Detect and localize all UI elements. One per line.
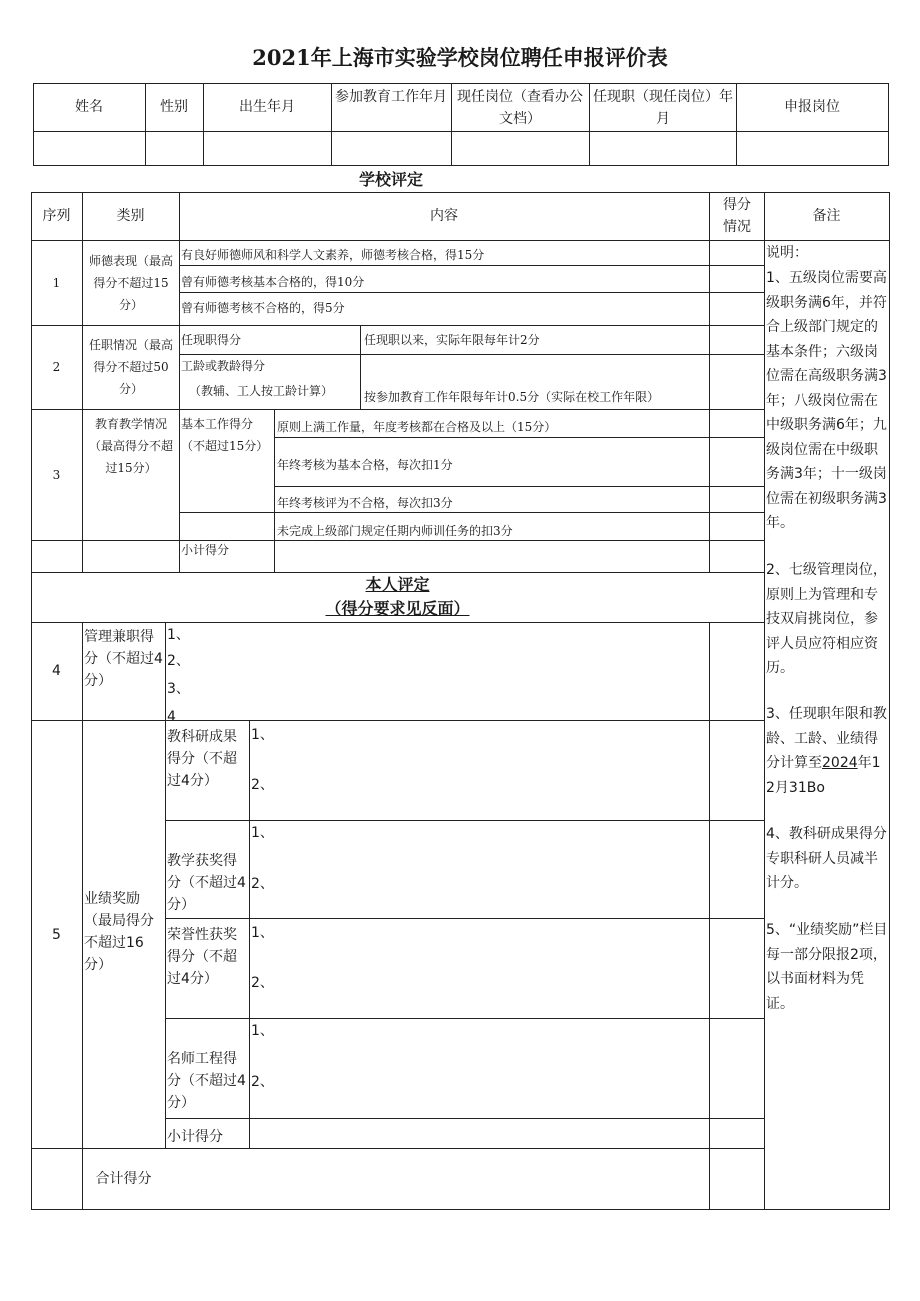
header-col-name: 姓名: [75, 99, 103, 115]
subtotal-score-cell[interactable]: [710, 541, 764, 572]
score-cell[interactable]: [710, 293, 764, 325]
row5-sub-label: 名师工程得分（不超过4分）: [167, 1051, 246, 1111]
score-cell[interactable]: [710, 326, 764, 354]
row2-sub2-label: 工龄或教龄得分: [181, 359, 266, 373]
score-cell[interactable]: [710, 410, 764, 437]
row3-item: 年终考核评为不合格，每次扣3分: [277, 496, 453, 510]
input-name[interactable]: [34, 132, 145, 165]
row5-sub-label: 教科研成果得分（不超过4分）: [167, 729, 237, 789]
row3-item: 原则上满工作量，年度考核都在合格及以上（15分）: [277, 420, 557, 434]
row1-item: 曾有师德考核不合格的，得5分: [181, 301, 345, 315]
achievement-entry-area[interactable]: [270, 920, 708, 1016]
remarks-note: 2、七级管理岗位，原则上为管理和专技双肩挑岗位，参评人员应符相应资历。: [766, 562, 887, 676]
row1-item: 曾有师德考核基本合格的，得10分: [181, 275, 365, 289]
row5-sub-line: 1、: [251, 727, 274, 743]
score-cell[interactable]: [710, 241, 764, 265]
row5-sub-line: 1、: [251, 1023, 274, 1039]
remarks-note: 5、“业绩奖励”栏目每一部分限报2项，以书面材料为凭证。: [766, 922, 888, 1012]
achievement-entry-area[interactable]: [270, 1020, 708, 1116]
row5-sub-line: 2、: [251, 777, 274, 793]
input-current-post[interactable]: [452, 132, 589, 165]
row5-sub-label: 教学获奖得分（不超过4分）: [167, 853, 246, 913]
row4-line: 1、: [167, 627, 190, 643]
row5-sub-line: 2、: [251, 876, 274, 892]
score-cell[interactable]: [710, 266, 764, 292]
row5-sub-line: 1、: [251, 825, 274, 841]
remarks-note3: 3、任现职年限和教龄、工龄、业绩得分计算至2024年12月31Bo: [766, 706, 887, 796]
col-seq: 序列: [42, 208, 71, 224]
row1-category: 师德表现（最高得分不超过15分）: [88, 254, 173, 312]
achievement-entry-area[interactable]: [270, 821, 708, 917]
school-section-title: 学校评定: [358, 170, 423, 189]
row4-line: 2、: [167, 653, 190, 669]
col-score: 得分情况: [723, 197, 751, 235]
row3-item: 未完成上级部门规定任期内师训任务的扣3分: [277, 524, 513, 538]
header-col-birth: 出生年月: [239, 99, 295, 115]
row2-seq: 2: [52, 360, 61, 374]
input-apply-post[interactable]: [737, 132, 888, 165]
input-birth[interactable]: [204, 132, 331, 165]
header-col-apply-post: 申报岗位: [784, 99, 840, 115]
row4-line: 3、: [167, 681, 190, 697]
score-cell[interactable]: [710, 513, 764, 540]
self-section-subtitle: （得分要求见反面）: [325, 599, 470, 618]
row3-sub-label: 基本工作得分（不超过15分）: [181, 417, 269, 453]
remarks-intro: 说明：: [766, 245, 808, 261]
row4-category: 管理兼职得分（不超过4分）: [84, 629, 163, 689]
header-col-work-start: 参加教育工作年月: [335, 89, 447, 105]
header-col-current-post: 现任岗位（查看办公文档）: [457, 89, 583, 127]
row5-sub-line: 2、: [251, 975, 274, 991]
header-col-appointed: 任现职（现任岗位）年月: [593, 89, 733, 127]
input-gender[interactable]: [146, 132, 203, 165]
row2-category: 任职情况（最高得分不超过50分）: [88, 338, 173, 396]
total-label: 合计得分: [95, 1171, 152, 1187]
row5-sub-line: 1、: [251, 925, 274, 941]
remarks-note: 4、教科研成果得分专职科研人员减半计分。: [766, 826, 887, 891]
row2-sub2-rule: 按参加教育工作年限每年计0.5分（实际在校工作年限）: [364, 390, 660, 404]
row1-item: 有良好师德师风和科学人文素养，师德考核合格，得15分: [181, 248, 485, 262]
row4-line: 4: [167, 709, 176, 720]
score-cell[interactable]: [710, 721, 764, 1148]
input-appointed[interactable]: [590, 132, 736, 165]
row5-seq: 5: [52, 927, 61, 943]
row3-item: 年终考核为基本合格，每次扣1分: [277, 458, 453, 472]
form-title: 2021年上海市实验学校岗位聘任申报评价表: [252, 45, 668, 70]
row2-sub1-rule: 任现职以来，实际年限每年计2分: [364, 333, 540, 347]
row1-seq: 1: [52, 276, 61, 290]
row2-sub1-label: 任现职得分: [181, 333, 242, 347]
input-work-start[interactable]: [332, 132, 451, 165]
score-cell[interactable]: [710, 355, 764, 409]
col-remarks: 备注: [812, 208, 841, 224]
col-content: 内容: [430, 208, 458, 224]
row5-sub-line: 2、: [251, 1074, 274, 1090]
header-col-gender: 性别: [160, 99, 188, 115]
total-score-cell[interactable]: [710, 1149, 764, 1209]
achievement-entry-area[interactable]: [270, 722, 708, 818]
row2-sub2-note: （教辅、工人按工龄计算）: [189, 384, 334, 398]
row5-category: 业绩奖励（最局得分不超过16分）: [84, 891, 154, 973]
row4-seq: 4: [52, 663, 61, 679]
self-section-title: 本人评定: [365, 575, 430, 594]
row3-seq: 3: [52, 468, 61, 482]
col-category: 类别: [116, 208, 145, 224]
row3-category: 教育教学情况（最高得分不超过15分）: [88, 417, 173, 475]
remarks-note: 1、五级岗位需要高级职务满6年，并符合上级部门规定的基本条件；六级岗位需在高级职务满3年；八级岗位需在中级职务满6年；九级岗位需在中级职务满3年；十一级岗位需在初级职务满3年。: [766, 270, 887, 531]
row5-subtotal: 小计得分: [167, 1129, 223, 1145]
row3-subtotal: 小计得分: [181, 543, 230, 557]
management-entry-area[interactable]: [186, 624, 708, 720]
row5-sub-label: 荣誉性获奖得分（不超过4分）: [167, 927, 237, 987]
score-cell[interactable]: [710, 487, 764, 512]
score-cell[interactable]: [710, 623, 764, 720]
score-cell[interactable]: [710, 438, 764, 486]
